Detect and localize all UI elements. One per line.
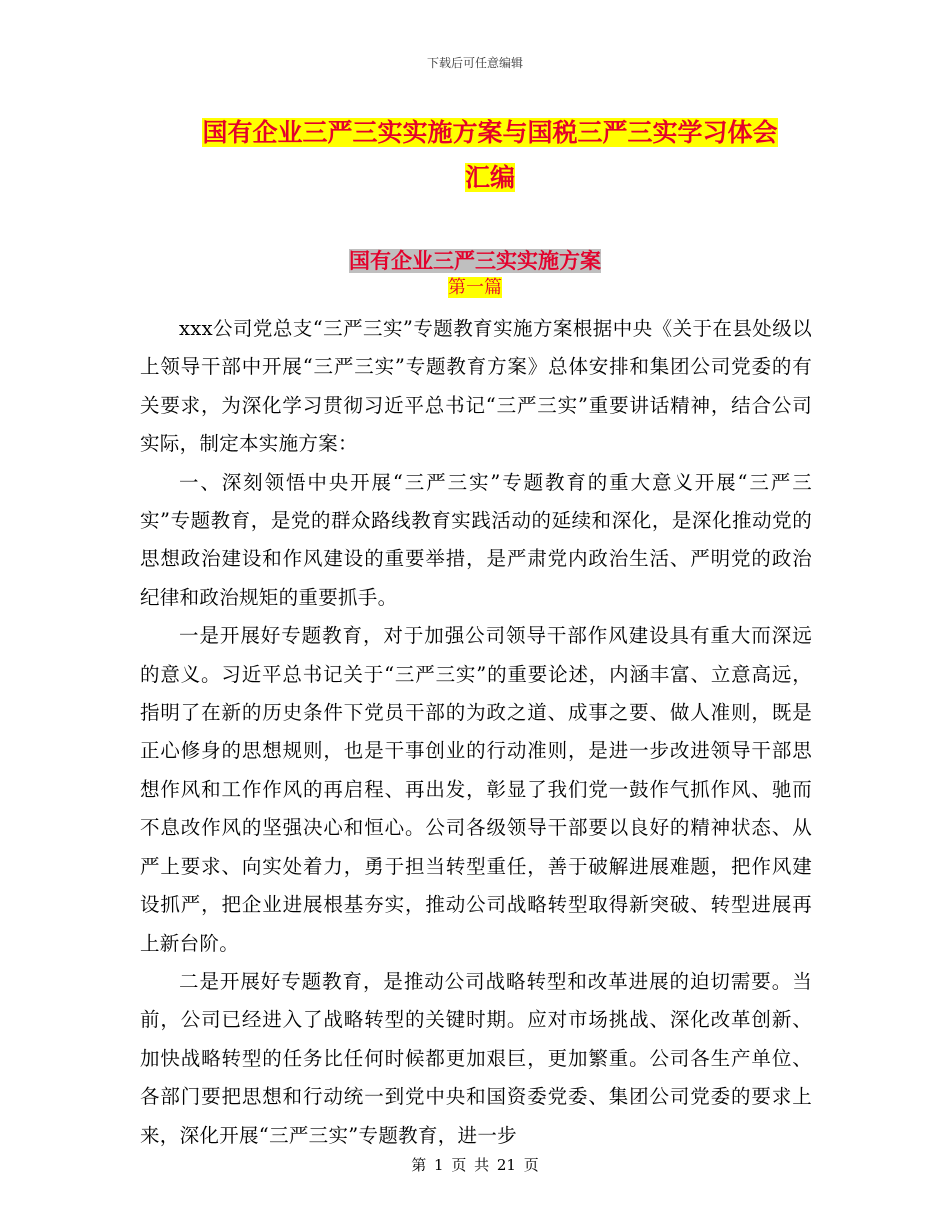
paragraph: xxx公司党总支“三严三实”专题教育实施方案根据中央《关于在县处级以上领导干部中开展“三严三实”专题教育方案》总体安排和集团公司党委的有关要求，为深化学习贯彻习近平总书记“三严三实”重要讲话精神，结合公司实际，制定本实施方案： bbox=[140, 317, 812, 456]
chapter-label-text: 第一篇 bbox=[448, 277, 502, 298]
page-footer: 第 1 页 共 21 页 bbox=[411, 1156, 539, 1174]
page-header: 下载后可任意编辑 bbox=[426, 56, 523, 70]
paragraph: 二是开展好专题教育，是推动公司战略转型和改革进展的迫切需要。当前，公司已经进入了战略转型的关键时期。应对市场挑战、深化改革创新、加快战略转型的任务比任何时候都更加艰巨，更加繁重。公司各生产单位、各部门要把思想和行动统一到党中央和国资委党委、集团公司党委的要求上来，深化开展“三严三实”专题教育，进一步 bbox=[140, 969, 812, 1147]
chapter-label bbox=[0, 276, 950, 300]
paragraph: 一是开展好专题教育，对于加强公司领导干部作风建设具有重大而深远的意义。习近平总书记关于“三严三实”的重要论述，内涵丰富、立意高远，指明了在新的历史条件下党员干部的为政之道、成事之要、做人准则，既是正心修身的思想规则，也是干事创业的行动准则，是进一步改进领导干部思想作风和工作作风的再启程、再出发，彰显了我们党一鼓作气抓作风、驰而不息改作风的坚强决心和恒心。公司各级领导干部要以良好的精神状态、从严上要求、向实处着力，勇于担当转型重任，善于破解进展难题，把作风建设抓严，把企业进展根基夯实，推动公司战略转型取得新突破、转型进展再上新台阶。 bbox=[140, 624, 812, 955]
document-body bbox=[140, 310, 812, 1155]
section-title-text: 国有企业三严三实实施方案 bbox=[349, 249, 601, 273]
paragraph: 一、深刻领悟中央开展“三严三实”专题教育的重大意义开展“三严三实”专题教育，是党的群众路线教育实践活动的延续和深化，是深化推动党的思想政治建设和作风建设的重要举措，是严肃党内政治生活、严明党的政治纪律和政治规矩的重要抓手。 bbox=[140, 470, 812, 609]
section-title bbox=[0, 247, 950, 275]
title-line-1: 国有企业三严三实实施方案与国税三严三实学习体会 bbox=[202, 118, 778, 147]
document-title bbox=[150, 110, 830, 200]
title-line-2: 汇编 bbox=[464, 163, 515, 192]
